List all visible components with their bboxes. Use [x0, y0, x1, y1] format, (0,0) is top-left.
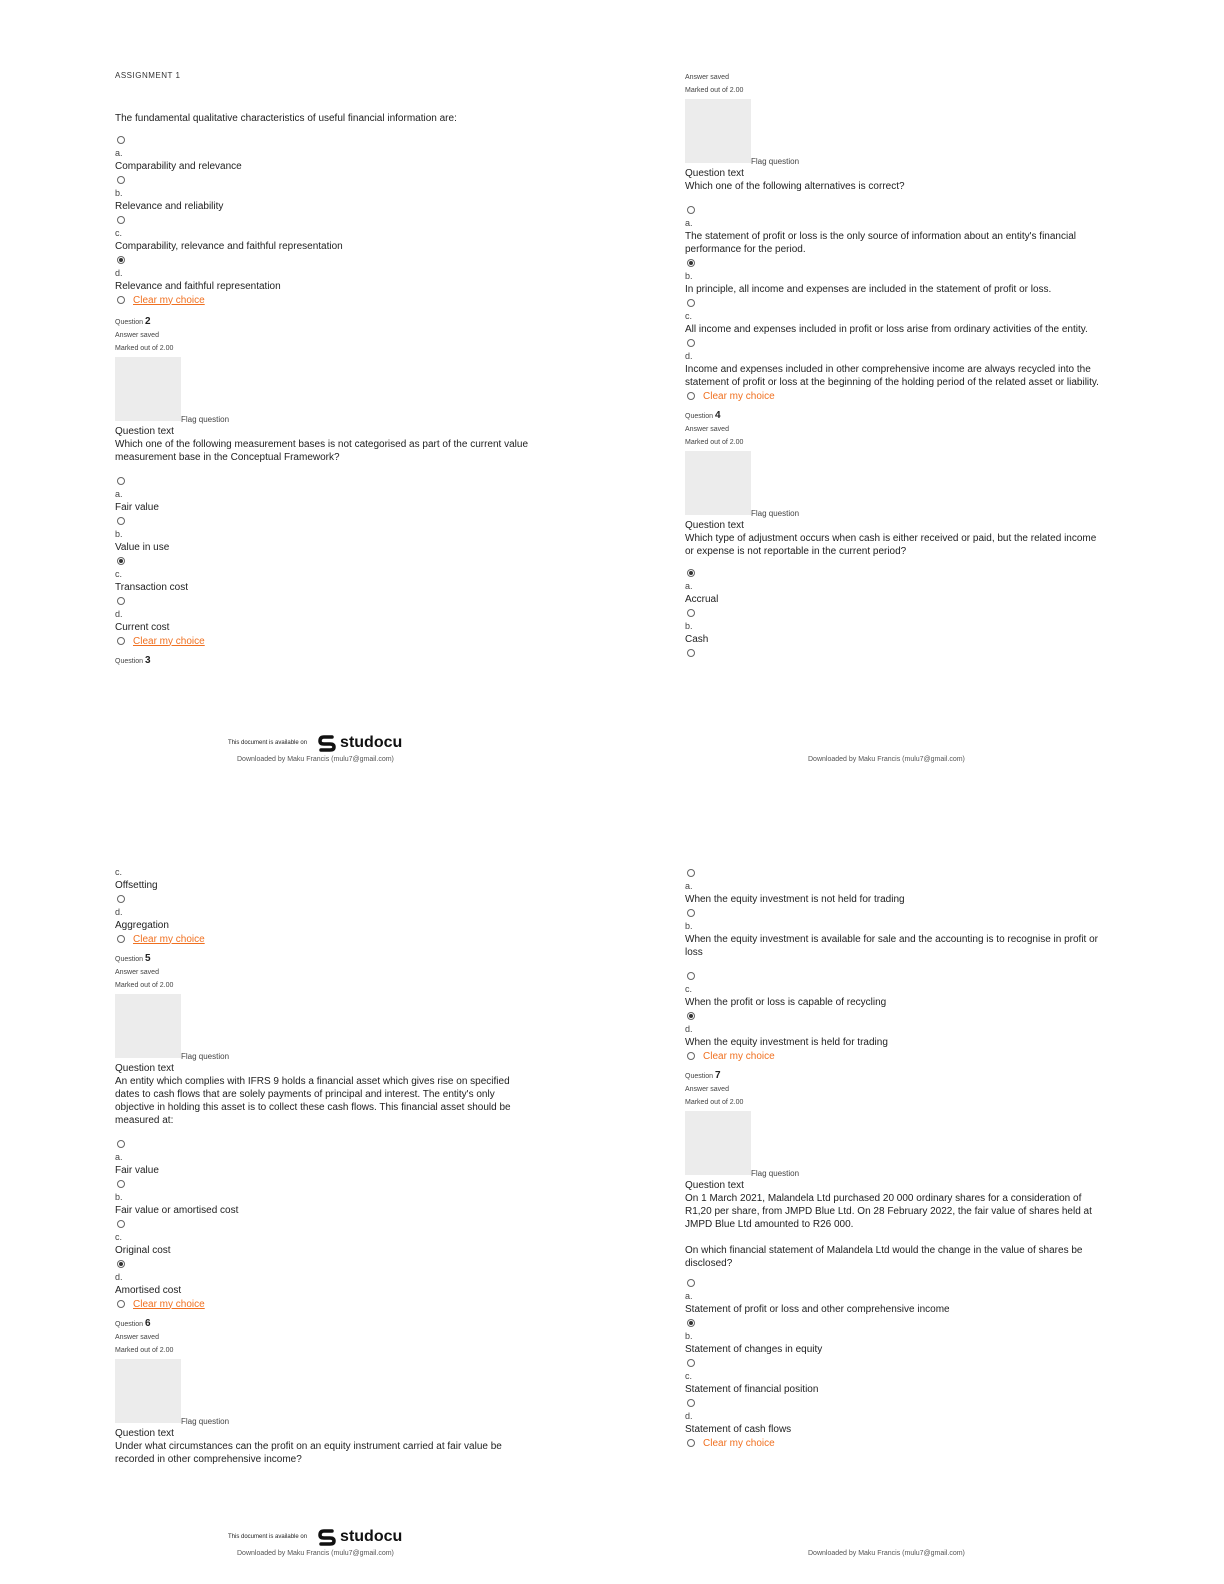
download-note: Downloaded by Maku Francis (mulu7@gmail.com) — [237, 756, 394, 763]
marks: Marked out of 2.00 — [685, 87, 744, 94]
option-label: When the profit or loss is capable of recycling — [685, 997, 887, 1008]
question-word: Question — [115, 1321, 144, 1328]
option-label: When the equity investment is not held for trading — [685, 894, 905, 905]
option-label: Aggregation — [115, 920, 169, 931]
flag-area — [115, 1359, 535, 1427]
download-note: Downloaded by Maku Francis (mulu7@gmail.com) — [808, 1550, 965, 1557]
question-6-continued — [685, 866, 1105, 1450]
option-letter: d. — [115, 268, 123, 278]
question-word: Question — [115, 658, 144, 665]
question-text: On 1 March 2021, Malandela Ltd purchased 20 000 ordinary shares for a consideration of R1,20 per share, from JMPD Blue Ltd. On 28 February 2022, the fair value of shares held at JMPD Blue Ltd amounted to R26 000. — [685, 1193, 1092, 1230]
flag-icon[interactable] — [115, 1359, 181, 1423]
flag-icon[interactable] — [115, 357, 181, 421]
radio-c[interactable] — [687, 299, 695, 307]
question-text: Under what circumstances can the profit on an equity instrument carried at fair value be recorded in other comprehensive income? — [115, 1441, 502, 1465]
radio-none[interactable] — [117, 935, 125, 943]
clear-choice-link[interactable]: Clear my choice — [133, 933, 205, 945]
option-label: Accrual — [685, 594, 719, 605]
option-letter: d. — [115, 609, 123, 619]
question-number: 7 — [714, 1070, 721, 1081]
marks: Marked out of 2.00 — [685, 1099, 744, 1106]
flag-icon[interactable] — [685, 99, 751, 163]
radio-d[interactable] — [687, 1399, 695, 1407]
option-label: Amortised cost — [115, 1285, 182, 1296]
assignment-title: ASSIGNMENT 1 — [115, 71, 181, 80]
option-letter: b. — [115, 1192, 123, 1202]
radio-a[interactable] — [687, 569, 695, 577]
option-letter: c. — [685, 1371, 693, 1381]
radio-b[interactable] — [687, 1319, 695, 1327]
option-letter: d. — [685, 351, 693, 361]
studocu-icon — [317, 733, 337, 753]
studocu-footer — [228, 733, 402, 753]
option-letter: d. — [685, 1024, 693, 1034]
question-number-line — [115, 1317, 535, 1331]
studocu-logo — [317, 1527, 402, 1547]
question-word: Question — [115, 956, 144, 963]
option-label: Cash — [685, 634, 709, 645]
option-label: Current cost — [115, 622, 170, 633]
marks: Marked out of 2.00 — [115, 1347, 174, 1354]
option-label: Relevance and faithful representation — [115, 281, 281, 292]
flag-question-link[interactable]: Flag question — [751, 157, 800, 166]
option-letter: b. — [115, 188, 123, 198]
option-label: Statement of cash flows — [685, 1424, 792, 1435]
flag-question-link[interactable]: Flag question — [181, 1417, 230, 1426]
flag-question-link[interactable]: Flag question — [181, 415, 230, 424]
option-letter: a. — [115, 1152, 123, 1162]
question-number: 2 — [144, 316, 151, 327]
radio-none[interactable] — [687, 1052, 695, 1060]
question-3 — [685, 71, 1105, 660]
option-letter: a. — [685, 881, 693, 891]
brand-name: studocu — [340, 734, 403, 751]
clear-choice-link[interactable]: Clear my choice — [133, 1298, 205, 1310]
option-letter: c. — [685, 311, 693, 321]
answer-status: Answer saved — [685, 1086, 729, 1093]
radio-a[interactable] — [117, 1140, 125, 1148]
radio-b[interactable] — [687, 259, 695, 267]
radio-c[interactable] — [687, 972, 695, 980]
option-letter: c. — [115, 1232, 123, 1242]
option-letter: b. — [685, 271, 693, 281]
option-label: Offsetting — [115, 880, 158, 891]
flag-area — [115, 357, 535, 425]
radio-a[interactable] — [687, 1279, 695, 1287]
question-number: 6 — [144, 1318, 151, 1329]
marks: Marked out of 2.00 — [685, 439, 744, 446]
flag-area — [115, 994, 535, 1062]
flag-area — [685, 1111, 1105, 1179]
option-label: Statement of profit or loss and other comprehensive income — [685, 1304, 950, 1315]
question-text-label: Question text — [115, 1428, 174, 1439]
question-text-label: Question text — [685, 520, 744, 531]
radio-d[interactable] — [117, 256, 125, 264]
option-label: In principle, all income and expenses are included in the statement of profit or loss. — [685, 284, 1052, 295]
option-letter: a. — [115, 148, 123, 158]
option-label: When the equity investment is available for sale and the accounting is to recognise in profit or loss — [685, 934, 1099, 958]
option-label: Statement of financial position — [685, 1384, 819, 1395]
question-1 — [115, 112, 535, 668]
option-letter: a. — [685, 581, 693, 591]
studocu-footer — [228, 1527, 402, 1547]
option-label: Transaction cost — [115, 582, 188, 593]
option-letter: a. — [685, 218, 693, 228]
answer-status: Answer saved — [685, 74, 729, 81]
radio-d[interactable] — [687, 1012, 695, 1020]
available-text: This document is available on — [228, 1534, 308, 1540]
question-text: Which type of adjustment occurs when cash is either received or paid, but the related income or expense is not reportable in the current period? — [685, 533, 1097, 557]
question-number-line — [685, 409, 1105, 423]
clear-choice-link[interactable]: Clear my choice — [703, 1050, 775, 1062]
radio-b[interactable] — [117, 176, 125, 184]
option-label: Fair value — [115, 502, 159, 513]
download-note: Downloaded by Maku Francis (mulu7@gmail.com) — [237, 1550, 394, 1557]
studocu-logo — [317, 733, 402, 753]
radio-none[interactable] — [117, 296, 125, 304]
radio-b[interactable] — [117, 1180, 125, 1188]
flag-icon[interactable] — [685, 451, 751, 515]
radio-a[interactable] — [117, 477, 125, 485]
marks: Marked out of 2.00 — [115, 982, 174, 989]
radio-a[interactable] — [687, 206, 695, 214]
option-label: Income and expenses included in other comprehensive income are always recycled into the statement of profit or loss at the beginning of the holding period of the related asset or liability. — [685, 364, 1099, 388]
option-label: Comparability and relevance — [115, 161, 242, 172]
option-letter: c. — [115, 569, 123, 579]
question-number: 5 — [144, 953, 151, 964]
question-text: Which one of the following alternatives is correct? — [685, 181, 905, 192]
option-label: Fair value — [115, 1165, 159, 1176]
option-label: All income and expenses included in profit or loss arise from ordinary activities of the entity. — [685, 324, 1088, 335]
radio-b[interactable] — [117, 517, 125, 525]
available-text: This document is available on — [228, 740, 308, 746]
brand-name: studocu — [340, 1528, 403, 1545]
question-text: The fundamental qualitative characteristics of useful financial information are: — [115, 113, 457, 124]
radio-c[interactable] — [117, 1220, 125, 1228]
clear-choice-link[interactable]: Clear my choice — [133, 635, 205, 647]
radio-a[interactable] — [117, 136, 125, 144]
radio-d[interactable] — [117, 597, 125, 605]
radio-c[interactable] — [117, 216, 125, 224]
option-letter: a. — [115, 489, 123, 499]
answer-status: Answer saved — [115, 1334, 159, 1341]
option-label: Statement of changes in equity — [685, 1344, 823, 1355]
radio-none[interactable] — [117, 637, 125, 645]
clear-choice-link[interactable]: Clear my choice — [703, 390, 775, 402]
question-text-label: Question text — [685, 168, 744, 179]
option-letter: d. — [685, 1411, 693, 1421]
marks: Marked out of 2.00 — [115, 345, 174, 352]
question-number: 3 — [144, 655, 151, 666]
flag-area — [685, 451, 1105, 519]
question-4-continued — [115, 866, 535, 1466]
option-letter: b. — [685, 921, 693, 931]
option-label: When the equity investment is held for trading — [685, 1037, 888, 1048]
option-label: Relevance and reliability — [115, 201, 224, 212]
question-number: 4 — [714, 410, 721, 421]
clear-choice-link[interactable]: Clear my choice — [703, 1437, 775, 1449]
option-label: Comparability, relevance and faithful representation — [115, 241, 343, 252]
question-word: Question — [685, 1073, 714, 1080]
radio-d[interactable] — [687, 339, 695, 347]
radio-a[interactable] — [687, 869, 695, 877]
option-letter: b. — [685, 621, 693, 631]
option-label: The statement of profit or loss is the only source of information about an entity's financial performance for the period. — [685, 231, 1077, 255]
option-letter: c. — [115, 867, 123, 877]
flag-question-link[interactable]: Flag question — [751, 509, 800, 518]
radio-c[interactable] — [687, 1359, 695, 1367]
option-label: Value in use — [115, 542, 170, 553]
question-number-line — [115, 952, 535, 966]
option-label: Original cost — [115, 1245, 171, 1256]
answer-status: Answer saved — [115, 969, 159, 976]
radio-none[interactable] — [117, 1300, 125, 1308]
flag-area — [685, 99, 1105, 167]
radio-none[interactable] — [687, 392, 695, 400]
option-letter: c. — [115, 228, 123, 238]
radio-b[interactable] — [687, 909, 695, 917]
option-letter: b. — [115, 529, 123, 539]
question-text-2: On which financial statement of Malandela Ltd would the change in the value of shares be disclosed? — [685, 1245, 1083, 1269]
clear-choice-link[interactable]: Clear my choice — [133, 294, 205, 306]
flag-question-link[interactable]: Flag question — [181, 1052, 230, 1061]
option-letter: c. — [685, 984, 693, 994]
flag-icon[interactable] — [115, 994, 181, 1058]
option-letter: d. — [115, 1272, 123, 1282]
option-letter: d. — [115, 907, 123, 917]
question-number-line — [115, 654, 535, 668]
flag-icon[interactable] — [685, 1111, 751, 1175]
question-word: Question — [685, 413, 714, 420]
radio-d[interactable] — [117, 1260, 125, 1268]
radio-d[interactable] — [117, 895, 125, 903]
question-text: Which one of the following measurement bases is not categorised as part of the current value measurement base in the Conceptual Framework? — [115, 439, 529, 463]
radio-none[interactable] — [687, 1439, 695, 1447]
question-number-line — [685, 1069, 1105, 1083]
question-text: An entity which complies with IFRS 9 holds a financial asset which gives rise on specified dates to cash flows that are solely payments of principal and interest. The entity's only objective in holding this asset is to collect these cash flows. This financial asset should be measured at: — [115, 1076, 511, 1126]
question-text-label: Question text — [115, 1063, 174, 1074]
radio-c[interactable] — [687, 649, 695, 657]
option-letter: b. — [685, 1331, 693, 1341]
answer-status: Answer saved — [685, 426, 729, 433]
studocu-icon — [317, 1527, 337, 1547]
radio-c[interactable] — [117, 557, 125, 565]
option-letter: a. — [685, 1291, 693, 1301]
answer-status: Answer saved — [115, 332, 159, 339]
flag-question-link[interactable]: Flag question — [751, 1169, 800, 1178]
question-word: Question — [115, 319, 144, 326]
download-note: Downloaded by Maku Francis (mulu7@gmail.com) — [808, 756, 965, 763]
radio-b[interactable] — [687, 609, 695, 617]
question-number-line — [115, 315, 535, 329]
question-text-label: Question text — [115, 426, 174, 437]
option-label: Fair value or amortised cost — [115, 1205, 239, 1216]
question-text-label: Question text — [685, 1180, 744, 1191]
